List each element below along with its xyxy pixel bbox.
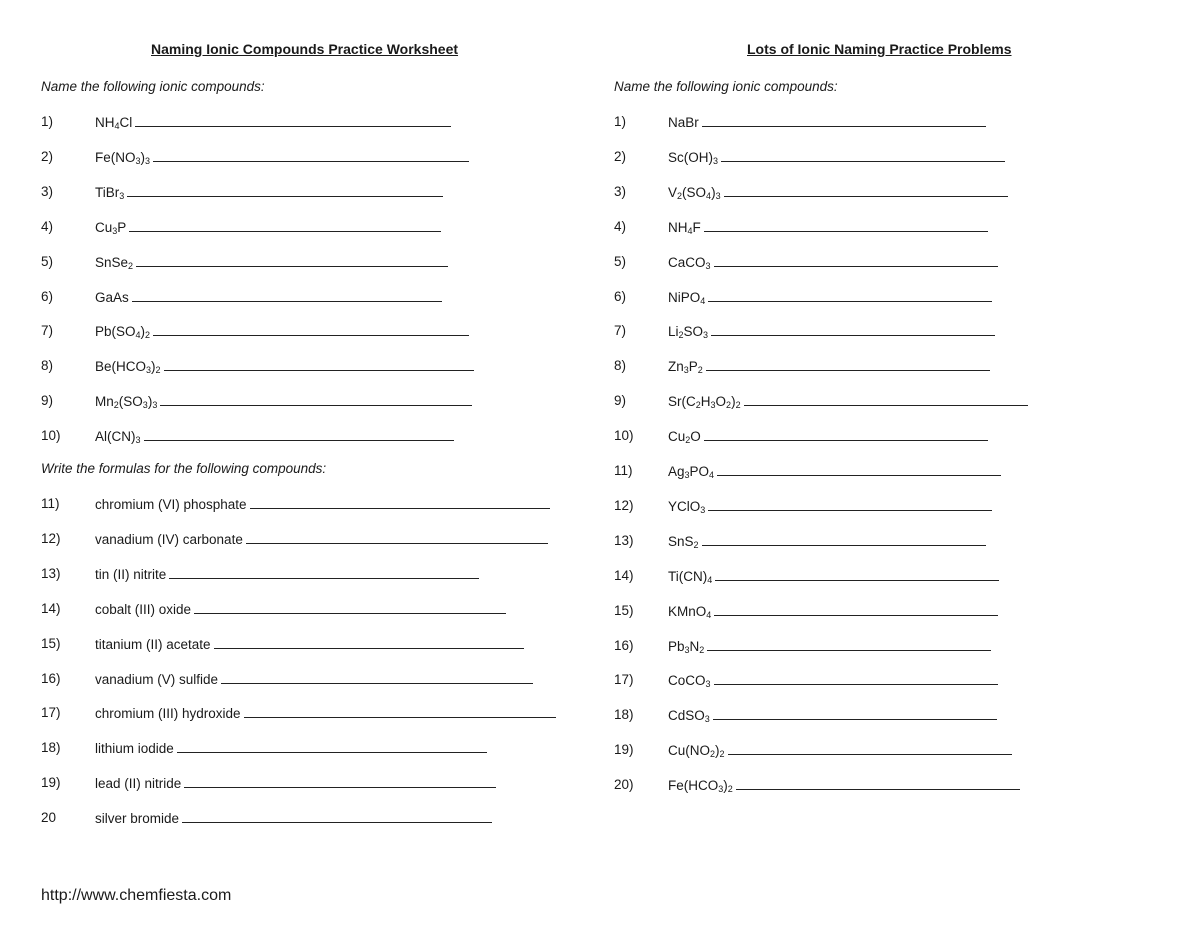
answer-blank-line[interactable] — [153, 149, 469, 162]
question-number: 2) — [41, 148, 54, 164]
question-number: 11) — [614, 463, 633, 478]
question-number: 20) — [614, 777, 634, 793]
answer-blank-line[interactable] — [144, 428, 454, 441]
question-number: 11) — [41, 496, 60, 511]
left-instruction-2: Write the formulas for the following compounds: — [41, 461, 327, 476]
answer-blank-line[interactable] — [160, 393, 472, 406]
answer-blank-line[interactable] — [194, 601, 506, 614]
answer-blank-line[interactable] — [714, 672, 998, 685]
right-instruction: Name the following ionic compounds: — [614, 79, 838, 94]
question-text: $Ag_3PO_4$ — [668, 463, 1001, 480]
question-number: 9) — [41, 393, 54, 409]
question-text: $Mn_2(SO_3)_3$ — [95, 393, 472, 410]
answer-blank-line[interactable] — [724, 184, 1008, 197]
question-number: 18) — [614, 707, 634, 723]
answer-blank-line[interactable] — [707, 638, 991, 651]
answer-blank-line[interactable] — [708, 498, 992, 511]
question-text: titanium (II) acetate — [95, 636, 524, 652]
question-text: lithium iodide — [95, 740, 487, 756]
question-number: 6) — [614, 288, 627, 304]
question-number: 19) — [614, 742, 634, 758]
question-number: 9) — [614, 393, 627, 409]
question-text: CaCO$_3$ — [668, 254, 998, 271]
footer-url: http://www.chemfiesta.com — [41, 887, 232, 904]
answer-blank-line[interactable] — [177, 740, 487, 753]
question-text: $Cu_3P$ — [95, 219, 441, 236]
answer-blank-line[interactable] — [704, 428, 988, 441]
answer-blank-line[interactable] — [164, 358, 474, 371]
question-number: 10) — [614, 428, 634, 444]
answer-blank-line[interactable] — [153, 323, 469, 336]
question-number: 2) — [614, 148, 627, 164]
question-text: CoCO$_3$ — [668, 672, 998, 689]
answer-blank-line[interactable] — [169, 566, 479, 579]
question-number: 12) — [614, 497, 634, 513]
question-text: $Sc(OH)_3$ — [668, 149, 1005, 166]
question-number: 14) — [41, 600, 61, 616]
question-text: $Al(CN)_3$ — [95, 428, 454, 445]
question-number: 16) — [614, 637, 634, 653]
question-number: 15) — [41, 635, 61, 651]
question-number: 8) — [614, 358, 627, 374]
answer-blank-line[interactable] — [704, 219, 988, 232]
question-number: 17) — [41, 705, 61, 721]
question-text: $Ti(CN)_4$ — [668, 568, 999, 585]
answer-blank-line[interactable] — [744, 393, 1028, 406]
answer-blank-line[interactable] — [135, 114, 451, 127]
question-number: 20 — [41, 810, 57, 826]
answer-blank-line[interactable] — [736, 777, 1020, 790]
question-number: 17) — [614, 672, 634, 688]
question-number: 6) — [41, 288, 54, 304]
question-text: vanadium (IV) carbonate — [95, 531, 548, 547]
question-text: SnSe$_2$ — [95, 254, 448, 271]
answer-blank-line[interactable] — [713, 707, 997, 720]
question-number: 15) — [614, 602, 634, 618]
answer-blank-line[interactable] — [706, 358, 990, 371]
question-number: 18) — [41, 740, 61, 756]
answer-blank-line[interactable] — [714, 603, 998, 616]
answer-blank-line[interactable] — [132, 289, 442, 302]
question-text: silver bromide — [95, 810, 492, 826]
question-text: $Cu_2O$ — [668, 428, 988, 445]
question-text: cobalt (III) oxide — [95, 601, 506, 617]
question-text: TiBr$_3$ — [95, 184, 443, 201]
question-number: 1) — [41, 114, 54, 129]
question-text: $NH_4Cl$ — [95, 114, 451, 131]
question-text: YClO$_3$ — [668, 498, 992, 515]
answer-blank-line[interactable] — [714, 254, 998, 267]
question-text: $V_2(SO_4)_3$ — [668, 184, 1008, 201]
question-number: 8) — [41, 358, 54, 374]
answer-blank-line[interactable] — [184, 775, 496, 788]
question-text: $Pb_3N_2$ — [668, 638, 991, 655]
question-number: 3) — [41, 183, 54, 199]
question-text: vanadium (V) sulfide — [95, 671, 533, 687]
question-text: NaBr — [668, 114, 986, 130]
answer-blank-line[interactable] — [721, 149, 1005, 162]
answer-blank-line[interactable] — [728, 742, 1012, 755]
question-text: $Li_2SO_3$ — [668, 323, 995, 340]
question-number: 13) — [41, 565, 61, 581]
answer-blank-line[interactable] — [129, 219, 441, 232]
question-number: 16) — [41, 670, 61, 686]
question-text: $Sr(C_2H_3O_2)_2$ — [668, 393, 1028, 410]
answer-blank-line[interactable] — [127, 184, 443, 197]
question-text: $Be(HCO_3)_2$ — [95, 358, 474, 375]
question-text: $Zn_3P_2$ — [668, 358, 990, 375]
question-text: $Fe(NO_3)_3$ — [95, 149, 469, 166]
question-text: tin (II) nitrite — [95, 566, 479, 582]
left-instruction-1: Name the following ionic compounds: — [41, 79, 265, 94]
left-title: Naming Ionic Compounds Practice Worksheet — [151, 41, 459, 57]
question-number: 13) — [614, 532, 634, 548]
question-number: 19) — [41, 775, 61, 791]
question-text: chromium (III) hydroxide — [95, 705, 556, 721]
answer-blank-line[interactable] — [715, 568, 999, 581]
question-text: chromium (VI) phosphate — [95, 496, 550, 512]
right-title: Lots of Ionic Naming Practice Problems — [747, 41, 1012, 57]
question-number: 5) — [614, 253, 627, 269]
answer-blank-line[interactable] — [214, 636, 524, 649]
question-text: $NH_4F$ — [668, 219, 988, 236]
question-text: $Cu(NO_2)_2$ — [668, 742, 1012, 759]
answer-blank-line[interactable] — [136, 254, 448, 267]
answer-blank-line[interactable] — [702, 533, 986, 546]
question-number: 4) — [41, 218, 54, 234]
question-text: lead (II) nitride — [95, 775, 496, 791]
question-text: NiPO$_4$ — [668, 289, 992, 306]
question-text: CdSO$_3$ — [668, 707, 997, 724]
question-text: GaAs — [95, 289, 442, 305]
question-number: 4) — [614, 218, 627, 234]
question-number: 10) — [41, 428, 61, 444]
question-text: KMnO$_4$ — [668, 603, 998, 620]
question-number: 3) — [614, 183, 627, 199]
answer-blank-line[interactable] — [221, 671, 533, 684]
answer-blank-line[interactable] — [250, 496, 550, 509]
question-number: 7) — [41, 323, 54, 339]
question-text: $Pb(SO_4)_2$ — [95, 323, 469, 340]
answer-blank-line[interactable] — [244, 705, 556, 718]
question-number: 5) — [41, 253, 54, 269]
answer-blank-line[interactable] — [182, 810, 492, 823]
answer-blank-line[interactable] — [717, 463, 1001, 476]
answer-blank-line[interactable] — [708, 289, 992, 302]
question-number: 12) — [41, 530, 61, 546]
answer-blank-line[interactable] — [702, 114, 986, 127]
answer-blank-line[interactable] — [246, 531, 548, 544]
question-number: 14) — [614, 567, 634, 583]
question-number: 1) — [614, 114, 627, 129]
question-text: $Fe(HCO_3)_2$ — [668, 777, 1020, 794]
question-number: 7) — [614, 323, 627, 339]
answer-blank-line[interactable] — [711, 323, 995, 336]
question-text: SnS$_2$ — [668, 533, 986, 550]
